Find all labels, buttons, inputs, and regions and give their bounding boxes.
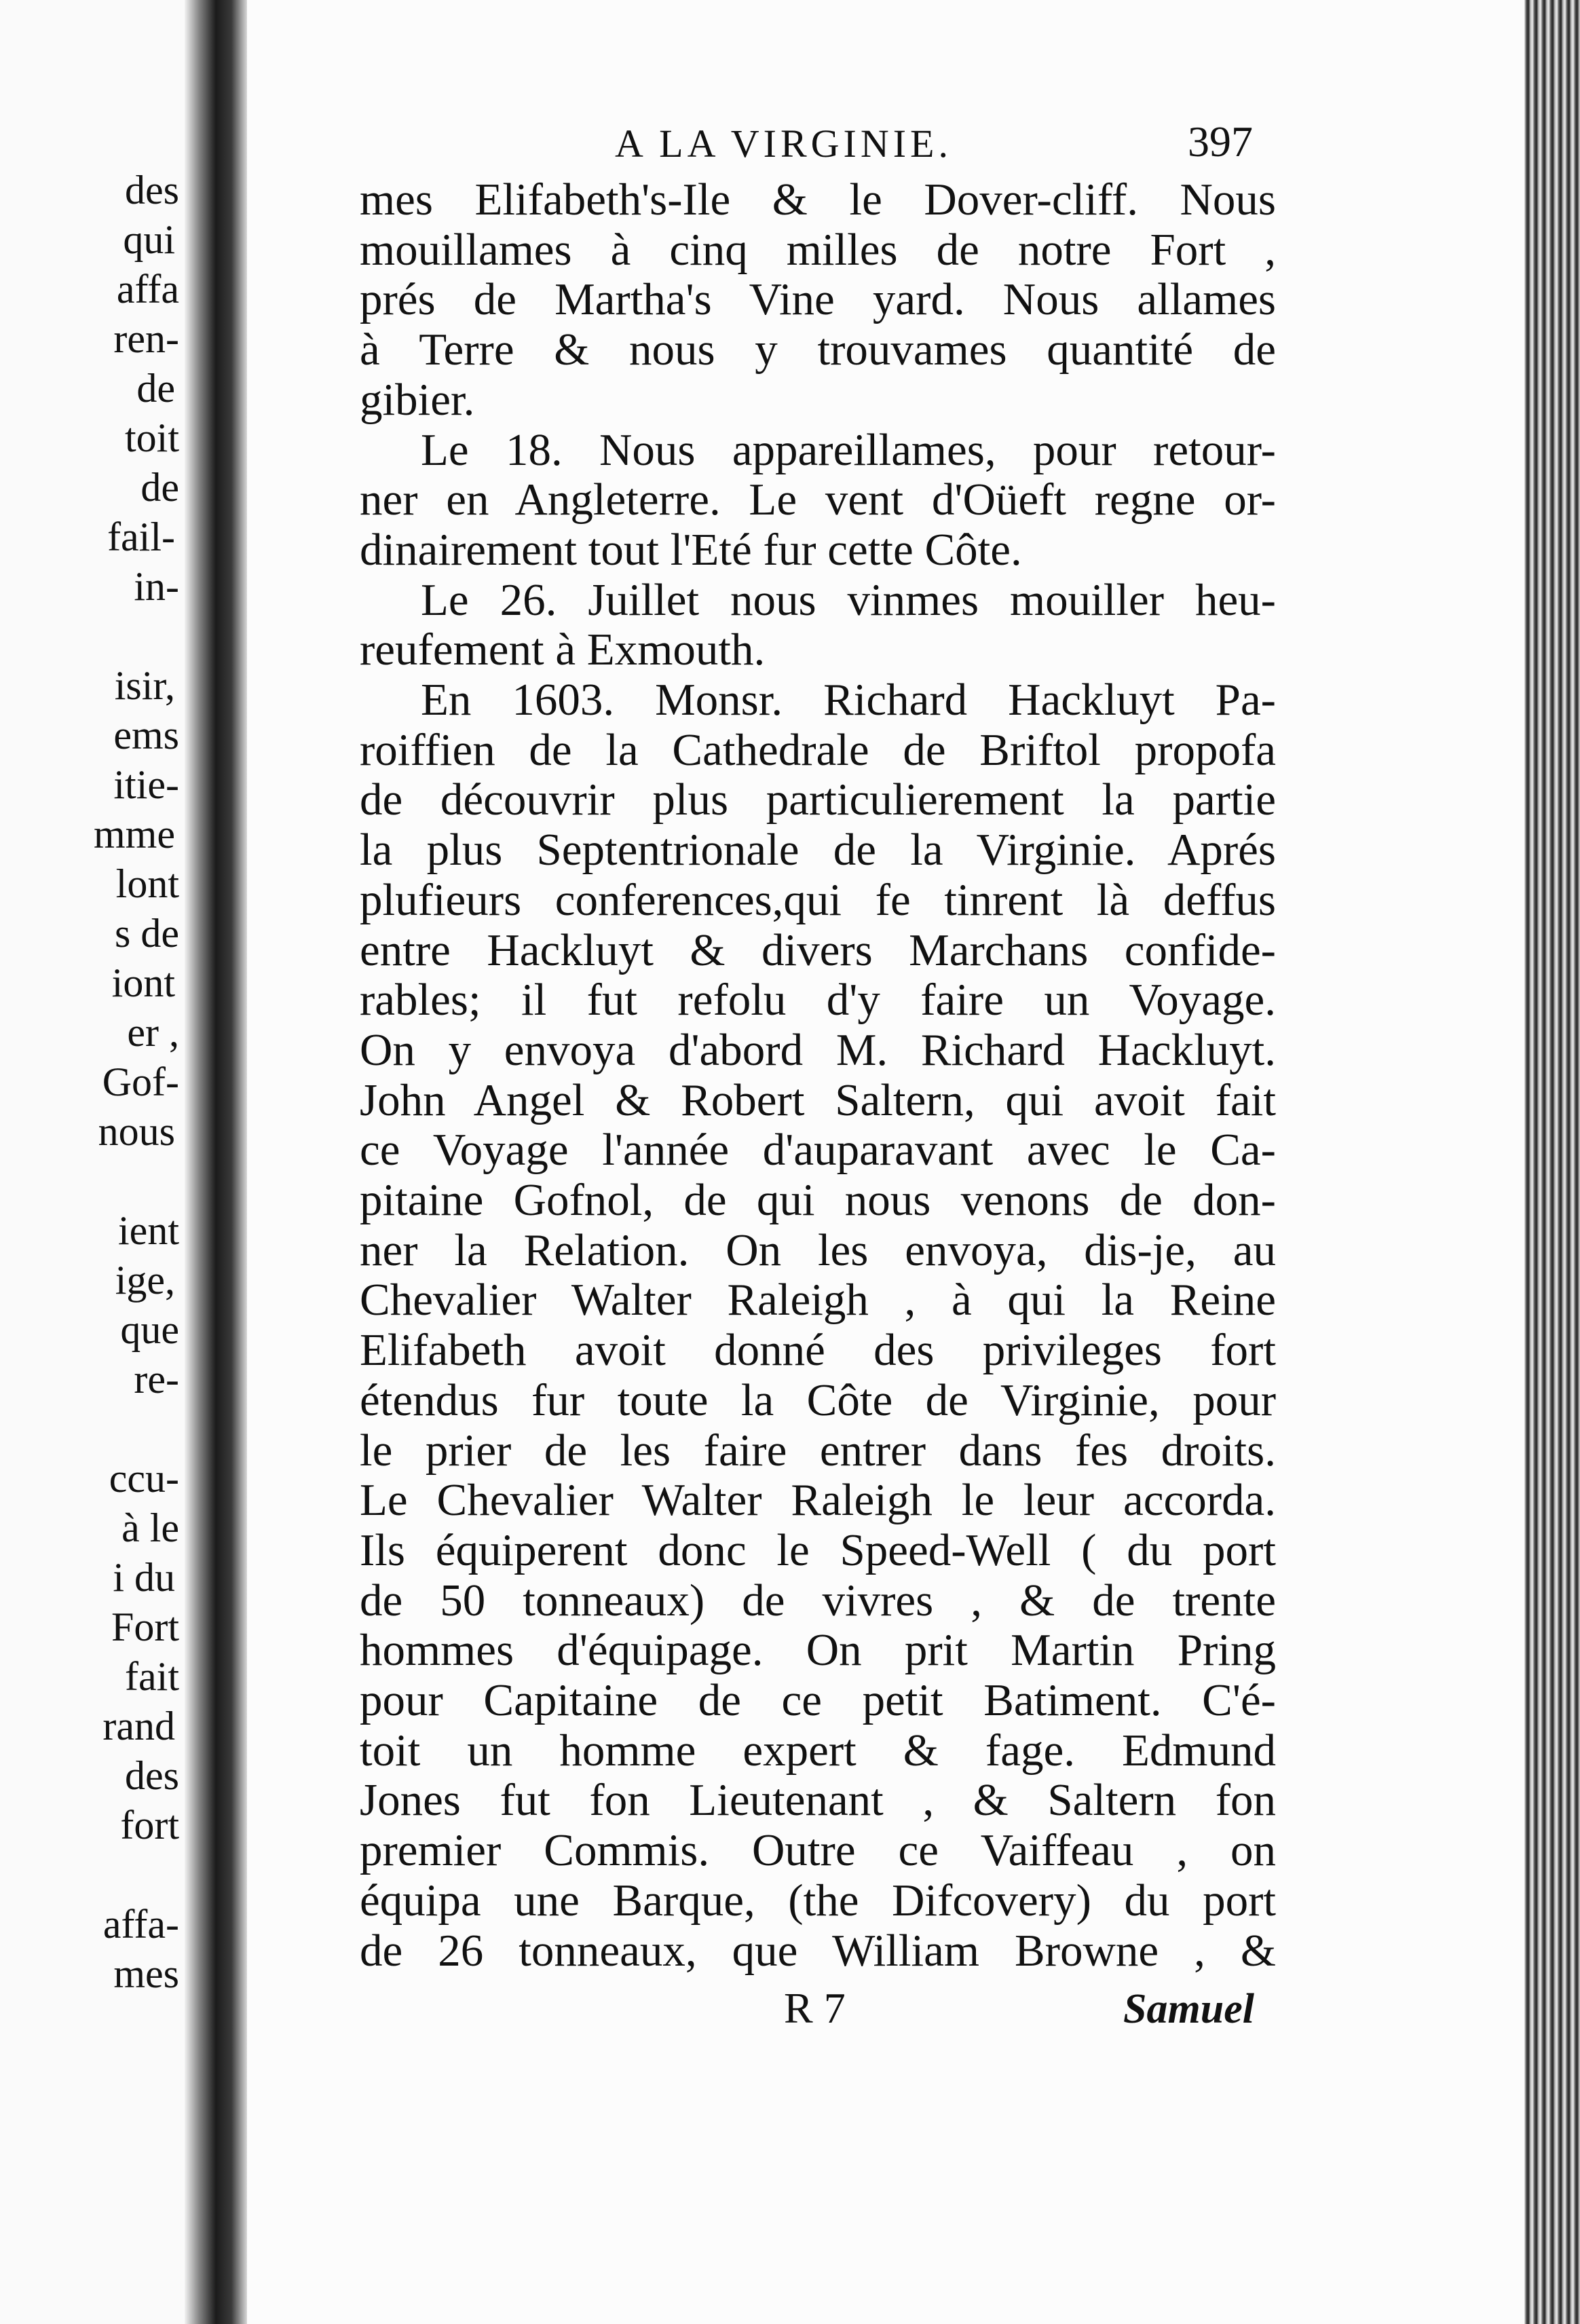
- left-page-fragment: Fort: [111, 1605, 179, 1649]
- text-line: de 26 tonneaux, que William Browne , &: [360, 1925, 1276, 1976]
- left-page-fragment: ccu-: [109, 1456, 179, 1501]
- text-line: Jones fut fon Lieutenant , & Saltern fon: [360, 1775, 1276, 1826]
- text-line: hommes d'équipage. On prit Martin Pring: [360, 1625, 1276, 1676]
- text-line: Chevalier Walter Raleigh , à qui la Reine: [360, 1275, 1276, 1326]
- text-line: On y envoya d'abord M. Richard Hackluyt.: [360, 1024, 1276, 1075]
- text-line: reufement à Exmouth.: [360, 624, 766, 675]
- left-page-fragment: er ,: [127, 1010, 179, 1055]
- left-page-fragment: affa-: [102, 1902, 179, 1947]
- text-line: Le Chevalier Walter Raleigh le leur accorda.: [360, 1475, 1276, 1526]
- text-line: pitaine Gofnol, de qui nous venons de don-: [360, 1175, 1276, 1225]
- left-page-fragment: affa: [116, 267, 179, 312]
- text-line: roiffien de la Cathedrale de Briftol propofa: [360, 724, 1276, 775]
- left-page-fragment: ige,: [115, 1258, 175, 1302]
- left-page-fragment: mme: [94, 812, 175, 857]
- signature-mark: R 7: [784, 1984, 846, 2032]
- text-line: mouillames à cinq milles de notre Fort ,: [360, 224, 1276, 275]
- page-number: 397: [1188, 117, 1253, 166]
- text-line: toit un homme expert & fage. Edmund: [360, 1725, 1276, 1776]
- left-page-fragment: lont: [115, 861, 179, 906]
- text-line: Elifabeth avoit donné des privileges fort: [360, 1325, 1276, 1376]
- running-title: A LA VIRGINIE.: [615, 121, 952, 166]
- text-line: dinairement tout l'Eté fur cette Côte.: [360, 524, 1022, 575]
- left-page-fragment: s de: [115, 911, 179, 956]
- left-page-fragment: isir,: [114, 663, 175, 708]
- left-page-fragment: de: [140, 465, 179, 510]
- text-line: Ils équiperent donc le Speed-Well ( du port: [360, 1524, 1276, 1575]
- text-line: Le 26. Juillet nous vinmes mouiller heu-: [421, 574, 1276, 625]
- text-line: plufieurs conferences,qui fe tinrent là deffus: [360, 874, 1276, 925]
- left-page-fragment: des: [125, 1753, 179, 1798]
- text-line: entre Hackluyt & divers Marchans confide-: [360, 924, 1276, 975]
- text-line: En 1603. Monsr. Richard Hackluyt Pa-: [421, 675, 1276, 725]
- book-spine-gutter: [185, 0, 247, 2324]
- left-page-fragment: i du: [113, 1555, 175, 1600]
- text-line: gibier.: [360, 374, 475, 425]
- left-page-fragment: ems: [113, 713, 179, 757]
- left-page-fragment: ren-: [113, 316, 179, 361]
- left-page-fragment: toit: [124, 415, 179, 460]
- text-line: le prier de les faire entrer dans fes droits.: [360, 1425, 1276, 1476]
- left-page-fragment: fail-: [107, 514, 175, 559]
- left-page-fragment: mes: [113, 1951, 179, 1996]
- left-page-fragment: Gof-: [102, 1060, 179, 1104]
- left-page-fragment: iont: [111, 960, 175, 1005]
- left-page-fragment: à le: [121, 1505, 179, 1550]
- text-line: à Terre & nous y trouvames quantité de: [360, 324, 1276, 375]
- text-line: prés de Martha's Vine yard. Nous allames: [360, 274, 1276, 325]
- left-page-fragment: fait: [125, 1654, 179, 1699]
- left-page-fragment: ient: [118, 1208, 179, 1253]
- text-line: étendus fur toute la Côte de Virginie, pour: [360, 1374, 1276, 1425]
- text-line: ner en Angleterre. Le vent d'Oüeft regne or-: [360, 474, 1276, 525]
- left-page-fragment: que: [120, 1307, 179, 1352]
- left-page-fragment: itie-: [113, 762, 179, 807]
- left-page-fragment: re-: [134, 1357, 179, 1402]
- left-page-fragment: qui: [123, 217, 175, 262]
- left-page-fragment: nous: [98, 1109, 175, 1154]
- catchword: Samuel: [1123, 1986, 1254, 2032]
- text-line: pour Capitaine de ce petit Batiment. C'é-: [360, 1675, 1276, 1725]
- left-page: [0, 0, 185, 2324]
- text-line: ner la Relation. On les envoya, dis-je, au: [360, 1224, 1276, 1275]
- text-line: équipa une Barque, (the Difcovery) du port: [360, 1875, 1276, 1926]
- left-page-fragment: de: [136, 366, 175, 411]
- text-line: mes Elifabeth's-Ile & le Dover-cliff. Nous: [360, 174, 1276, 225]
- text-line: ce Voyage l'année d'auparavant avec le Ca-: [360, 1125, 1276, 1176]
- text-line: rables; il fut refolu d'y faire un Voyage.: [360, 975, 1276, 1026]
- left-page-fragment: fort: [120, 1803, 179, 1848]
- text-line: de découvrir plus particulierement la partie: [360, 774, 1276, 825]
- text-line: premier Commis. Outre ce Vaiffeau , on: [360, 1825, 1276, 1876]
- page-edge: [1524, 0, 1580, 2324]
- text-line: Le 18. Nous appareillames, pour retour-: [421, 424, 1276, 475]
- left-page-fragment: rand: [102, 1704, 175, 1748]
- left-page-fragment: in-: [134, 564, 179, 609]
- left-page-fragment: des: [125, 168, 179, 212]
- text-line: John Angel & Robert Saltern, qui avoit fait: [360, 1074, 1276, 1125]
- text-line: la plus Septentrionale de la Virginie. Aprés: [360, 825, 1276, 876]
- text-line: de 50 tonneaux) de vivres , & de trente: [360, 1575, 1276, 1626]
